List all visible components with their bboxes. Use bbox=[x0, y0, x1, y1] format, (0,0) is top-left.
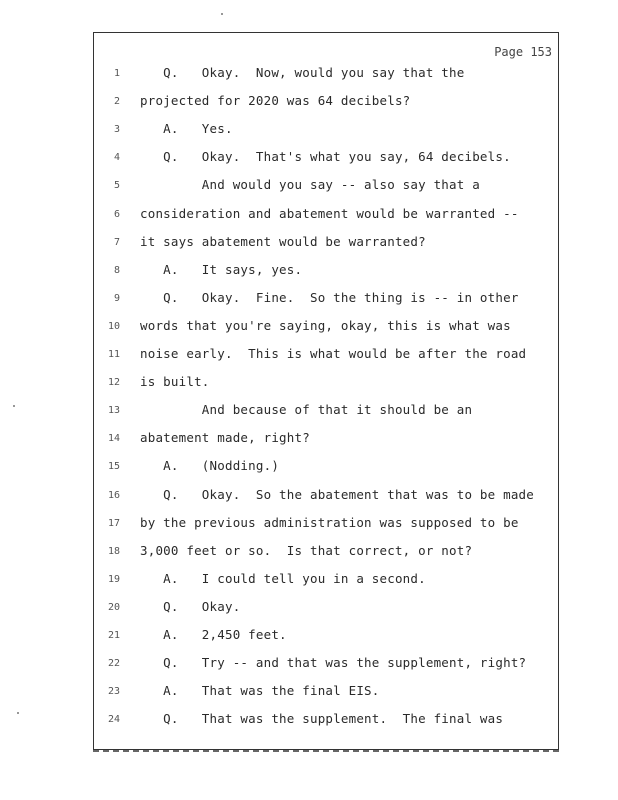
scan-speck bbox=[13, 405, 15, 407]
line-text: A. Yes. bbox=[140, 121, 233, 137]
line-number: 21 bbox=[107, 630, 120, 641]
line-text: Q. Okay. bbox=[140, 598, 241, 614]
transcript-line bbox=[94, 599, 554, 619]
transcript-line bbox=[94, 515, 554, 535]
line-number: 15 bbox=[107, 461, 120, 473]
line-text: Q. Okay. So the abatement that was to be made bbox=[140, 486, 535, 502]
transcript-line bbox=[94, 121, 554, 141]
line-text: A. I could tell you in a second. bbox=[140, 570, 426, 586]
transcript-line bbox=[94, 65, 554, 85]
bottom-rule bbox=[93, 750, 559, 752]
line-text: A. (Nodding.) bbox=[140, 458, 280, 474]
transcript-line bbox=[94, 571, 554, 591]
line-number: 2 bbox=[113, 96, 120, 108]
transcript-line bbox=[94, 262, 554, 282]
line-number: 20 bbox=[107, 601, 120, 613]
transcript-line bbox=[94, 206, 554, 226]
transcript-line bbox=[94, 487, 554, 507]
line-number: 1 bbox=[113, 68, 120, 79]
line-number: 22 bbox=[107, 658, 120, 670]
line-text: And would you say -- also say that a bbox=[140, 177, 480, 193]
transcript-line bbox=[94, 318, 554, 338]
line-text: projected for 2020 was 64 decibels? bbox=[140, 93, 411, 109]
line-text: 3,000 feet or so. Is that correct, or not? bbox=[140, 542, 473, 558]
line-text: words that you're saying, okay, this is what was bbox=[140, 317, 511, 333]
line-text: A. It says, yes. bbox=[140, 261, 303, 277]
transcript-line bbox=[94, 683, 554, 703]
line-number: 5 bbox=[113, 180, 120, 192]
line-text: A. That was the final EIS. bbox=[140, 683, 380, 699]
line-number: 14 bbox=[107, 433, 120, 445]
line-text: it says abatement would be warranted? bbox=[140, 233, 426, 249]
transcript-line bbox=[94, 346, 554, 366]
line-text: abatement made, right? bbox=[140, 430, 310, 446]
line-number: 4 bbox=[113, 152, 120, 164]
transcript-line bbox=[94, 458, 554, 478]
line-number: 17 bbox=[107, 517, 120, 529]
transcript-line bbox=[94, 402, 554, 422]
transcript-line bbox=[94, 655, 554, 675]
transcript-page bbox=[93, 32, 559, 750]
line-number: 23 bbox=[107, 686, 120, 698]
line-number: 9 bbox=[113, 292, 120, 304]
line-text: noise early. This is what would be after the road bbox=[140, 346, 527, 361]
line-number: 10 bbox=[107, 320, 120, 332]
transcript-line bbox=[94, 177, 554, 197]
line-number: 8 bbox=[113, 264, 120, 276]
transcript-line bbox=[94, 234, 554, 254]
line-number: 19 bbox=[107, 573, 120, 585]
line-text: consideration and abatement would be warranted -- bbox=[140, 205, 519, 221]
transcript-line bbox=[94, 627, 554, 647]
line-text: Q. Try -- and that was the supplement, right? bbox=[140, 655, 527, 671]
transcript-line bbox=[94, 149, 554, 169]
line-number: 12 bbox=[107, 377, 120, 389]
line-text: A. 2,450 feet. bbox=[140, 627, 287, 642]
scan-speck bbox=[221, 13, 223, 15]
page-number: Page 153 bbox=[494, 45, 552, 59]
transcript-line bbox=[94, 93, 554, 113]
line-number: 13 bbox=[107, 405, 120, 417]
line-number: 18 bbox=[107, 545, 120, 557]
scan-speck bbox=[17, 712, 19, 714]
line-number: 24 bbox=[107, 714, 120, 726]
transcript-line bbox=[94, 430, 554, 450]
line-text: Q. Okay. Now, would you say that the bbox=[140, 65, 465, 80]
line-text: by the previous administration was supposed to be bbox=[140, 514, 519, 530]
line-text: Q. Okay. Fine. So the thing is -- in other bbox=[140, 289, 519, 305]
line-text: And because of that it should be an bbox=[140, 402, 473, 418]
transcript-line bbox=[94, 374, 554, 394]
line-number: 16 bbox=[107, 489, 120, 501]
transcript-line bbox=[94, 543, 554, 563]
line-number: 11 bbox=[107, 349, 120, 360]
transcript-line bbox=[94, 711, 554, 731]
line-number: 3 bbox=[113, 124, 120, 136]
line-text: Q. Okay. That's what you say, 64 decibels. bbox=[140, 149, 511, 165]
line-number: 7 bbox=[113, 236, 120, 248]
line-text: Q. That was the supplement. The final was bbox=[140, 711, 504, 727]
transcript-line bbox=[94, 290, 554, 310]
line-number: 6 bbox=[113, 208, 120, 220]
line-text: is built. bbox=[140, 374, 210, 390]
